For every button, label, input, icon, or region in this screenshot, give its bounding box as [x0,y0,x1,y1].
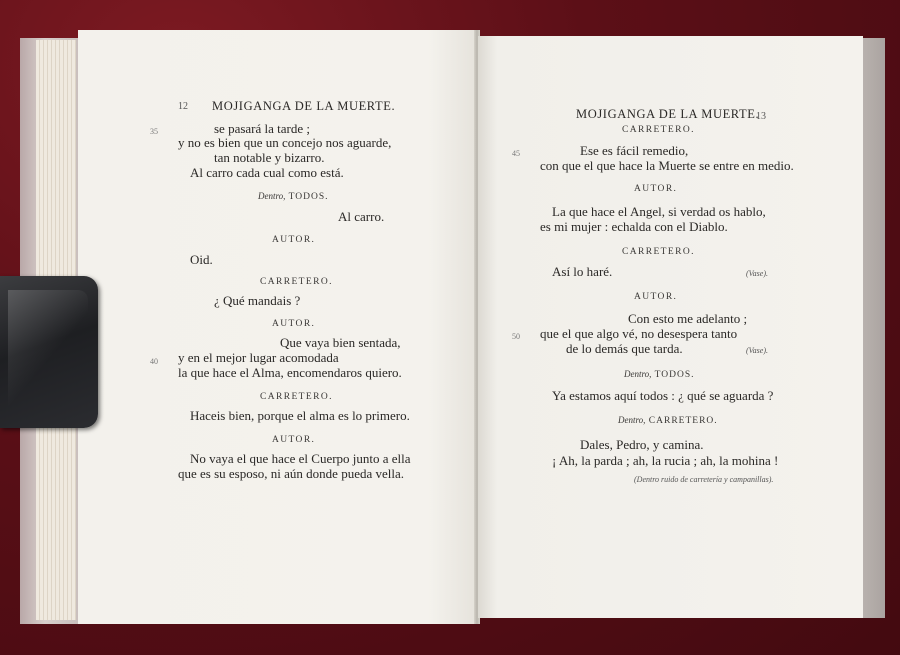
line-number: 45 [512,149,520,158]
metal-clip-highlight [8,290,88,410]
running-head: MOJIGANGA DE LA MUERTE. [212,99,396,113]
verse-line: que es su esposo, ni aún donde pueda vella. [178,466,405,481]
verse-line: la que hace el Alma, encomendaros quiero. [178,365,402,380]
speaker-name: AUTOR. [634,184,678,194]
verse-line: y en el mejor lugar acomodada [178,350,339,365]
line-number: 40 [150,357,158,366]
verse-line: La que hace el Angel, si verdad os hablo, [552,204,766,219]
stage-direction: (Dentro ruido de carretería y campanillas). [634,475,774,484]
verse-line: se pasará la tarde ; [214,121,311,136]
speaker-name: AUTOR. [272,435,316,445]
stage-direction: Dentro, TODOS. [624,369,695,380]
speaker-name: AUTOR. [634,292,678,302]
speaker-name: CARRETERO. [622,247,695,257]
verse-line: Con esto me adelanto ; [628,311,748,326]
verse-line: tan notable y bizarro. [214,150,325,165]
page-number: 13 [756,111,766,122]
page-number: 12 [178,101,188,112]
verse-line: ¿ Qué mandais ? [214,293,301,308]
speaker-name: AUTOR. [272,319,316,329]
verse-line: es mi mujer : echalda con el Diablo. [540,219,728,234]
aside-direction: (Vase). [746,269,768,278]
verse-line: y no es bien que un concejo nos aguarde, [178,135,392,150]
verse-line: Ese es fácil remedio, [580,143,689,158]
verse-line: Que vaya bien sentada, [280,335,401,350]
verse-line: Al carro cada cual como está. [190,165,344,180]
verse-line: ¡ Ah, la parda ; ah, la rucia ; ah, la mohina ! [552,453,779,468]
line-number: 35 [150,127,158,136]
verse-line: Oid. [190,252,213,267]
speaker-name: CARRETERO. [622,125,695,135]
stage-direction: Dentro, CARRETERO. [618,415,718,426]
verse-line: Ya estamos aquí todos : ¿ qué se aguarda ? [552,388,774,403]
verse-line: Al carro. [338,209,385,224]
right-page [478,36,863,618]
verse-line: No vaya el que hace el Cuerpo junto a ella [190,451,411,466]
verse-line: Haceis bien, porque el alma es lo primero. [190,408,410,423]
line-number: 50 [512,332,520,341]
speaker-name: AUTOR. [272,235,316,245]
speaker-name: CARRETERO. [260,277,333,287]
stage-direction: Dentro, TODOS. [258,191,329,202]
speaker-name: CARRETERO. [260,392,333,402]
aside-direction: (Vase). [746,346,768,355]
verse-line: de lo demás que tarda. [566,341,683,356]
verse-line: Así lo haré. [552,264,613,279]
running-head: MOJIGANGA DE LA MUERTE. [576,107,760,121]
left-page [78,30,476,624]
verse-line: Dales, Pedro, y camina. [580,437,704,452]
verse-line: con que el que hace la Muerte se entre en medio. [540,158,794,173]
verse-line: que el que algo vé, no desespera tanto [540,326,738,341]
